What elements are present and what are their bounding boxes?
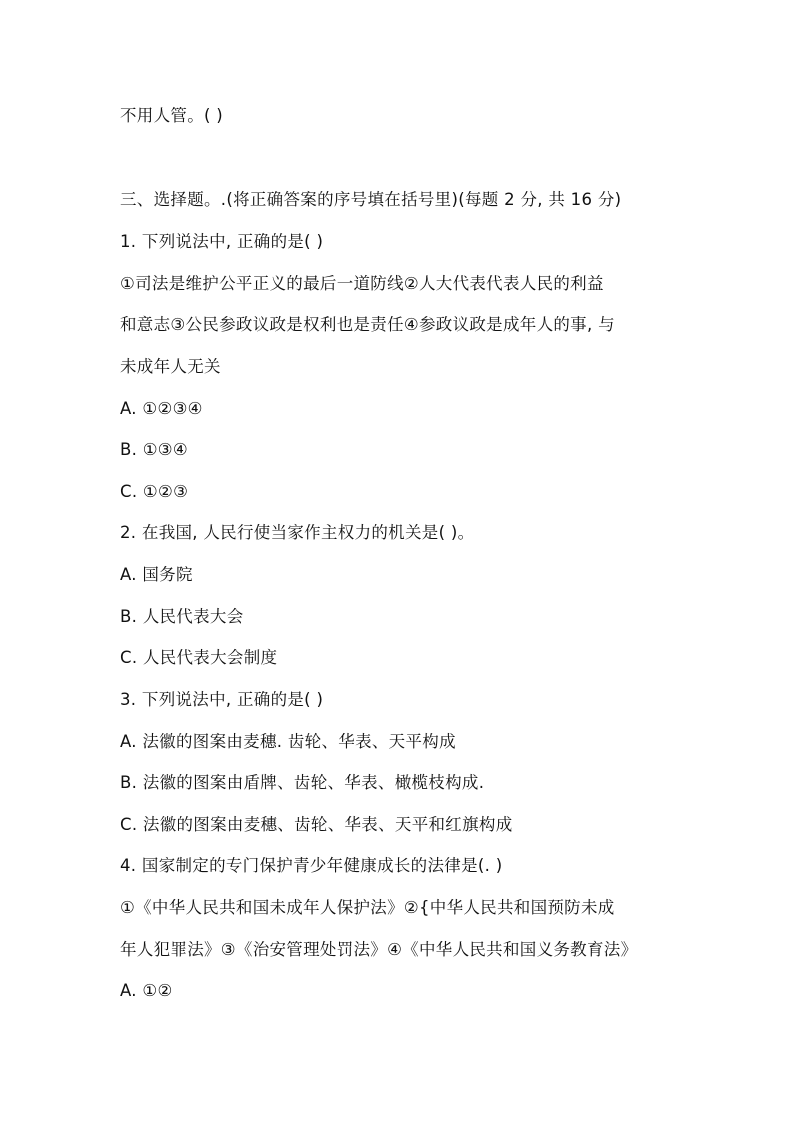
question-1-statements-line-1: ①司法是维护公平正义的最后一道防线②人大代表代表人民的利益 <box>120 274 604 293</box>
question-1-statements-line-2: 和意志③公民参政议政是权利也是责任④参政议政是成年人的事, 与 <box>120 315 615 334</box>
question-2-option-b: B. 人民代表大会 <box>120 607 244 626</box>
question-4-stem: 4. 国家制定的专门保护青少年健康成长的法律是(. ) <box>120 856 503 875</box>
question-4-option-a: A. ①② <box>120 981 173 1000</box>
question-4-statements-line-1: ①《中华人民共和国未成年人保护法》②{中华人民共和国预防未成 <box>120 898 615 917</box>
text-line-question-end: 不用人管。( ) <box>120 106 224 125</box>
question-1-option-b: B. ①③④ <box>120 440 188 459</box>
section-heading-choice: 三、选择题。.(将正确答案的序号填在括号里)(每题 2 分, 共 16 分) <box>120 190 622 209</box>
question-3-option-c: C. 法徽的图案由麦穗、齿轮、华表、天平和红旗构成 <box>120 815 513 834</box>
question-2-option-a: A. 国务院 <box>120 565 193 584</box>
question-2-stem: 2. 在我国, 人民行使当家作主权力的机关是( )。 <box>120 523 475 542</box>
question-4-statements-line-2: 年人犯罪法》③《治安管理处罚法》④《中华人民共和国义务教育法》 <box>120 940 638 959</box>
question-1-statements-line-3: 未成年人无关 <box>120 357 221 376</box>
question-3-option-b: B. 法徽的图案由盾牌、齿轮、华表、橄榄枝构成. <box>120 773 485 792</box>
question-3-option-a: A. 法徽的图案由麦穗. 齿轮、华表、天平构成 <box>120 732 456 751</box>
question-3-stem: 3. 下列说法中, 正确的是( ) <box>120 690 324 709</box>
question-1-stem: 1. 下列说法中, 正确的是( ) <box>120 232 324 251</box>
question-1-option-c: C. ①②③ <box>120 482 189 501</box>
question-2-option-c: C. 人民代表大会制度 <box>120 648 278 667</box>
question-1-option-a: A. ①②③④ <box>120 399 203 418</box>
